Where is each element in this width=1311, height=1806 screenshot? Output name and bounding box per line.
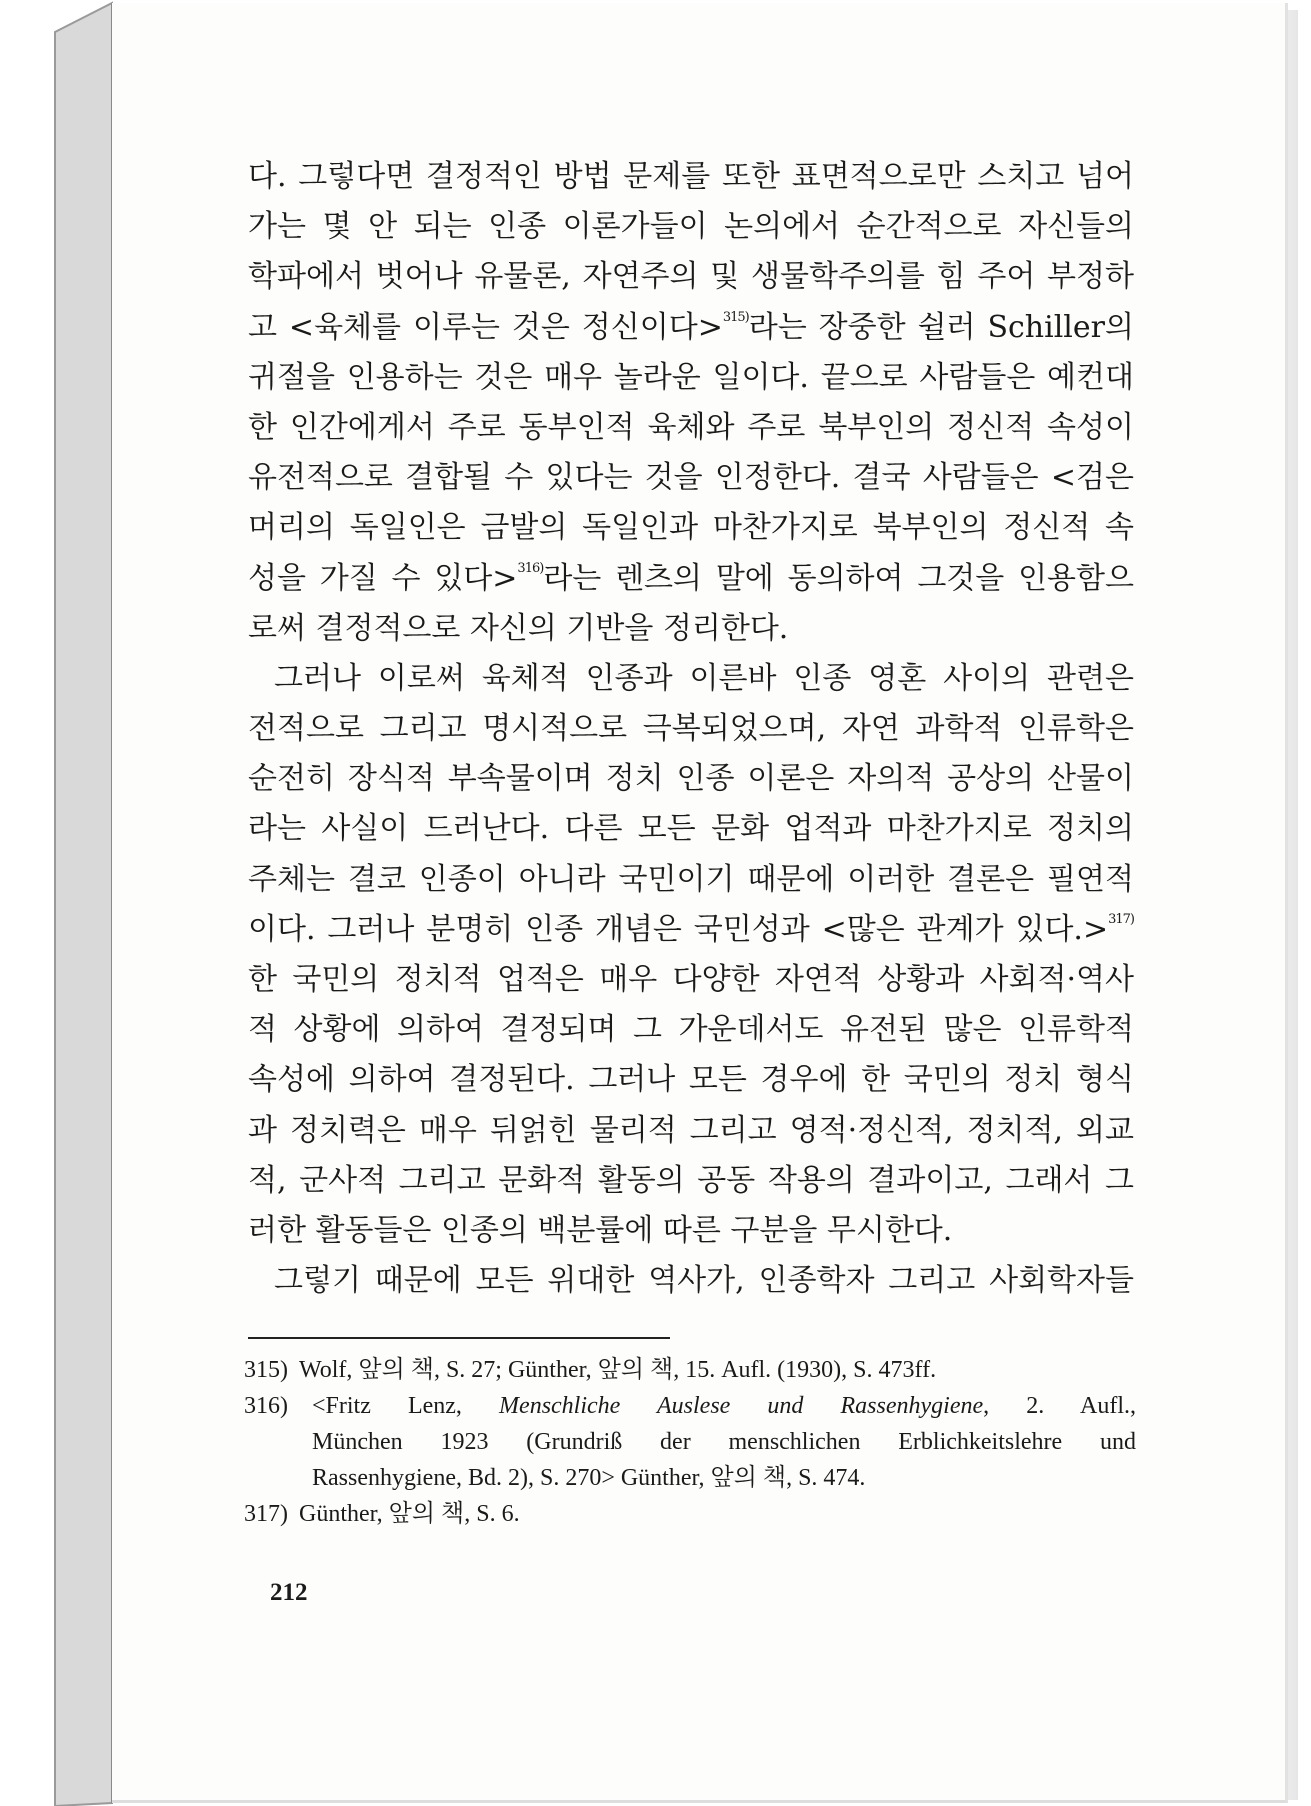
text-line: 그렇기 때문에 모든 위대한 역사가, 인종학자 그리고 사회학자들 [274, 1263, 1134, 1299]
footnote-text: Rassenhygiene, Bd. 2), S. 270> Günther, 앞의 책, S. 474. [312, 1465, 866, 1491]
text-line: 학파에서 벗어나 유물론, 자연주의 및 생물학주의를 힘 주어 부정하 [248, 259, 1134, 295]
text-line [248, 554, 1134, 604]
text-line [248, 303, 1134, 353]
text-line: 귀절을 인용하는 것은 매우 놀라운 일이다. 끝으로 사람들은 예컨대 [248, 359, 1134, 395]
text-line: 가는 몇 안 되는 인종 이론가들이 논의에서 순간적으로 자신들의 [248, 209, 1134, 245]
footnotes [244, 1352, 1136, 1532]
text-line: 주체는 결코 인종이 아니라 국민이기 때문에 이러한 결론은 필연적 [248, 861, 1134, 897]
text-line: 머리의 독일인은 금발의 독일인과 마찬가지로 북부인의 정신적 속 [248, 510, 1134, 546]
text-line: 전적으로 그리고 명시적으로 극복되었으며, 자연 과학적 인류학은 [248, 711, 1134, 747]
text-segment: 라는 장중한 쉴러 Schiller의 [748, 309, 1134, 345]
text-line: 과 정치력은 매우 뒤얽힌 물리적 그리고 영적·정신적, 정치적, 외교 [248, 1112, 1134, 1148]
text-line: 한 인간에게서 주로 동부인적 육체와 주로 북부인의 정신적 속성이 [248, 409, 1134, 445]
footnote-text: München 1923 (Grundriß der menschlichen Erblichkeitslehre und [312, 1429, 1136, 1455]
footnote-number: 317) [244, 1501, 288, 1527]
footnote-number: 315) [244, 1357, 288, 1383]
page-number: 212 [270, 1579, 308, 1606]
footnote-ref-317: 317) [1108, 911, 1134, 927]
footnote-text: Wolf, 앞의 책, S. 27; Günther, 앞의 책, 15. Aufl. (1930), S. 473ff. [299, 1357, 937, 1383]
text-segment: 고 <육체를 이루는 것은 정신이다> [248, 309, 723, 345]
text-line: 로써 결정적으로 자신의 기반을 정리한다. [248, 610, 789, 646]
text-line: 순전히 장식적 부속물이며 정치 인종 이론은 자의적 공상의 산물이 [248, 761, 1134, 797]
footnote-text: Günther, 앞의 책, S. 6. [299, 1501, 520, 1527]
text-line: 다. 그렇다면 결정적인 방법 문제를 또한 표면적으로만 스치고 넘어 [248, 159, 1134, 194]
text-line: 적 상황에 의하여 결정되며 그 가운데서도 유전된 많은 인류학적 [248, 1012, 1134, 1048]
text-line: 유전적으로 결합될 수 있다는 것을 인정한다. 결국 사람들은 <검은 [248, 460, 1134, 496]
text-segment: 라는 렌츠의 말에 동의하여 그것을 인용함으 [543, 560, 1134, 596]
footnote-text-segment: <Fritz Lenz, [312, 1393, 500, 1419]
footnote-315 [244, 1352, 1136, 1388]
text-line: 라는 사실이 드러난다. 다른 모든 문화 업적과 마찬가지로 정치의 [248, 811, 1134, 847]
text-line: 그러나 이로써 육체적 인종과 이른바 인종 영혼 사이의 관련은 [274, 660, 1134, 696]
footnote-number: 316) [244, 1393, 288, 1419]
text-line: 속성에 의하여 결정된다. 그러나 모든 경우에 한 국민의 정치 형식 [248, 1062, 1134, 1098]
text-line [248, 905, 1134, 955]
footnote-ref-315: 315) [722, 309, 749, 325]
footnote-ref-316: 316) [517, 560, 544, 576]
text-segment: 이다. 그러나 분명히 인종 개념은 국민성과 <많은 관계가 있다.> [248, 911, 1109, 947]
footnote-316 [244, 1388, 1136, 1424]
footnote-divider [248, 1337, 670, 1339]
text-line: 적, 군사적 그리고 문화적 활동의 공동 작용의 결과이고, 그래서 그 [248, 1162, 1134, 1198]
body-text [248, 152, 1134, 1306]
book-title: Menschliche Auslese und Rassenhygiene [499, 1393, 984, 1419]
text-segment: 성을 가질 수 있다> [248, 560, 518, 596]
footnote-text-segment: , 2. Aufl., [983, 1393, 1137, 1419]
footnote-317 [244, 1496, 1136, 1532]
footnote-316-continued [244, 1424, 1136, 1460]
footnote-316-continued [244, 1460, 1136, 1496]
text-line: 한 국민의 정치적 업적은 매우 다양한 자연적 상황과 사회적·역사 [248, 962, 1134, 997]
text-line: 러한 활동들은 인종의 백분률에 따른 구분을 무시한다. [248, 1212, 953, 1248]
footnote-text [312, 1388, 1136, 1424]
